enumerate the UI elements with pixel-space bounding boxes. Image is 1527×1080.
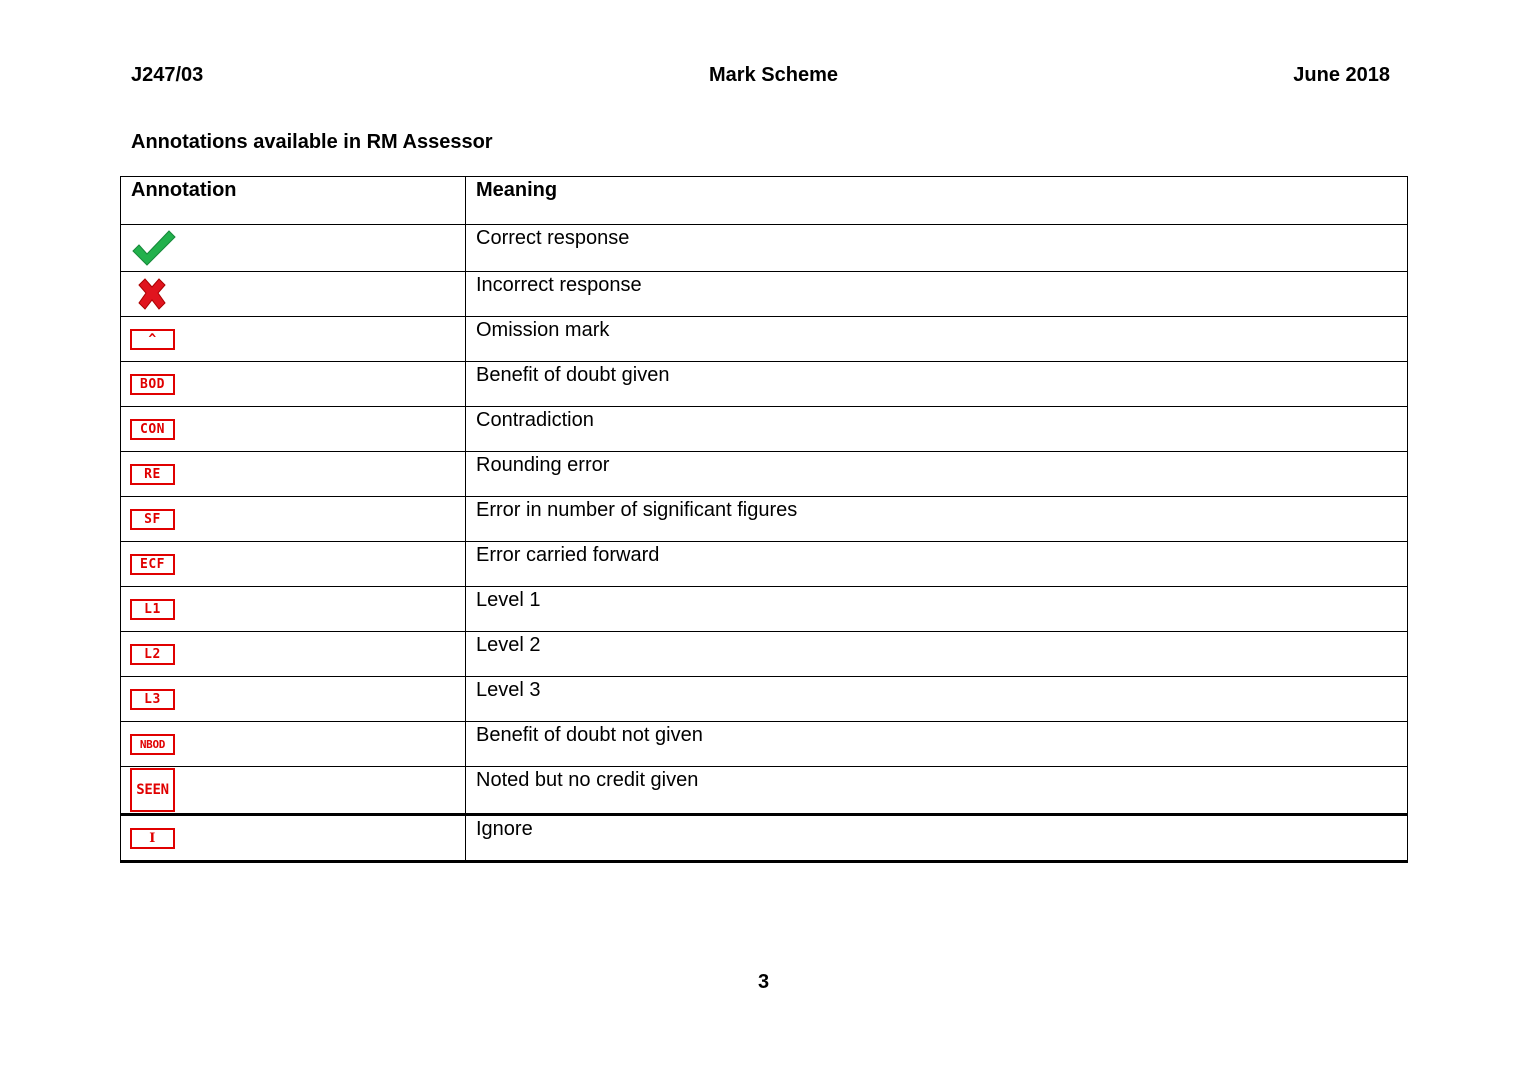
annotation-cell — [121, 362, 466, 407]
table-row — [121, 497, 1408, 542]
cross-icon — [135, 277, 175, 313]
annotation-cell — [121, 317, 466, 362]
table-row — [121, 452, 1408, 497]
table-row — [121, 767, 1408, 815]
meaning-cell: Benefit of doubt given — [466, 362, 1408, 407]
table-header-row — [121, 177, 1408, 225]
sf-stamp-icon: SF — [130, 509, 175, 530]
annotation-cell — [121, 677, 466, 722]
tick-icon — [131, 229, 177, 267]
table-row — [121, 317, 1408, 362]
l1-stamp-icon: L1 — [130, 599, 175, 620]
table-row — [121, 632, 1408, 677]
table-row — [121, 362, 1408, 407]
table-row — [121, 815, 1408, 862]
meaning-cell: Error carried forward — [466, 542, 1408, 587]
annotation-cell — [121, 587, 466, 632]
header-date: June 2018 — [1293, 64, 1390, 86]
ecf-stamp-icon: ECF — [130, 554, 175, 575]
meaning-cell: Level 1 — [466, 587, 1408, 632]
header-code: J247/03 — [131, 64, 204, 86]
annotation-cell — [121, 632, 466, 677]
meaning-cell: Benefit of doubt not given — [466, 722, 1408, 767]
meaning-cell: Error in number of significant figures — [466, 497, 1408, 542]
l2-stamp-icon: L2 — [130, 644, 175, 665]
column-header-meaning: Meaning — [466, 177, 1408, 225]
annotation-cell — [121, 767, 466, 815]
annotation-cell — [121, 497, 466, 542]
annotation-cell — [121, 225, 466, 272]
meaning-cell: Ignore — [466, 815, 1408, 862]
annotation-cell — [121, 722, 466, 767]
nbod-stamp-icon: NBOD — [130, 734, 175, 755]
table-row — [121, 587, 1408, 632]
meaning-cell: Omission mark — [466, 317, 1408, 362]
table-row — [121, 542, 1408, 587]
table-row — [121, 225, 1408, 272]
table-row — [121, 722, 1408, 767]
table-row — [121, 272, 1408, 317]
page-number: 3 — [757, 971, 770, 993]
meaning-cell: Contradiction — [466, 407, 1408, 452]
meaning-cell: Incorrect response — [466, 272, 1408, 317]
meaning-cell: Level 2 — [466, 632, 1408, 677]
ignore-stamp-icon: I — [130, 828, 175, 849]
annotation-cell — [121, 452, 466, 497]
l3-stamp-icon: L3 — [130, 689, 175, 710]
meaning-cell: Rounding error — [466, 452, 1408, 497]
meaning-cell: Noted but no credit given — [466, 767, 1408, 815]
meaning-cell: Correct response — [466, 225, 1408, 272]
annotation-cell — [121, 542, 466, 587]
table-row — [121, 677, 1408, 722]
con-stamp-icon: CON — [130, 419, 175, 440]
seen-stamp-icon: SEEN — [130, 768, 175, 812]
annotations-table — [120, 176, 1408, 863]
annotation-cell — [121, 272, 466, 317]
annotation-cell — [121, 407, 466, 452]
re-stamp-icon: RE — [130, 464, 175, 485]
column-header-annotation: Annotation — [121, 177, 466, 225]
table-row — [121, 407, 1408, 452]
annotation-cell — [121, 815, 466, 862]
meaning-cell: Level 3 — [466, 677, 1408, 722]
bod-stamp-icon: BOD — [130, 374, 175, 395]
header-title: Mark Scheme — [709, 64, 838, 86]
caret-stamp-icon: ^ — [130, 329, 175, 350]
section-title: Annotations available in RM Assessor — [131, 131, 493, 153]
